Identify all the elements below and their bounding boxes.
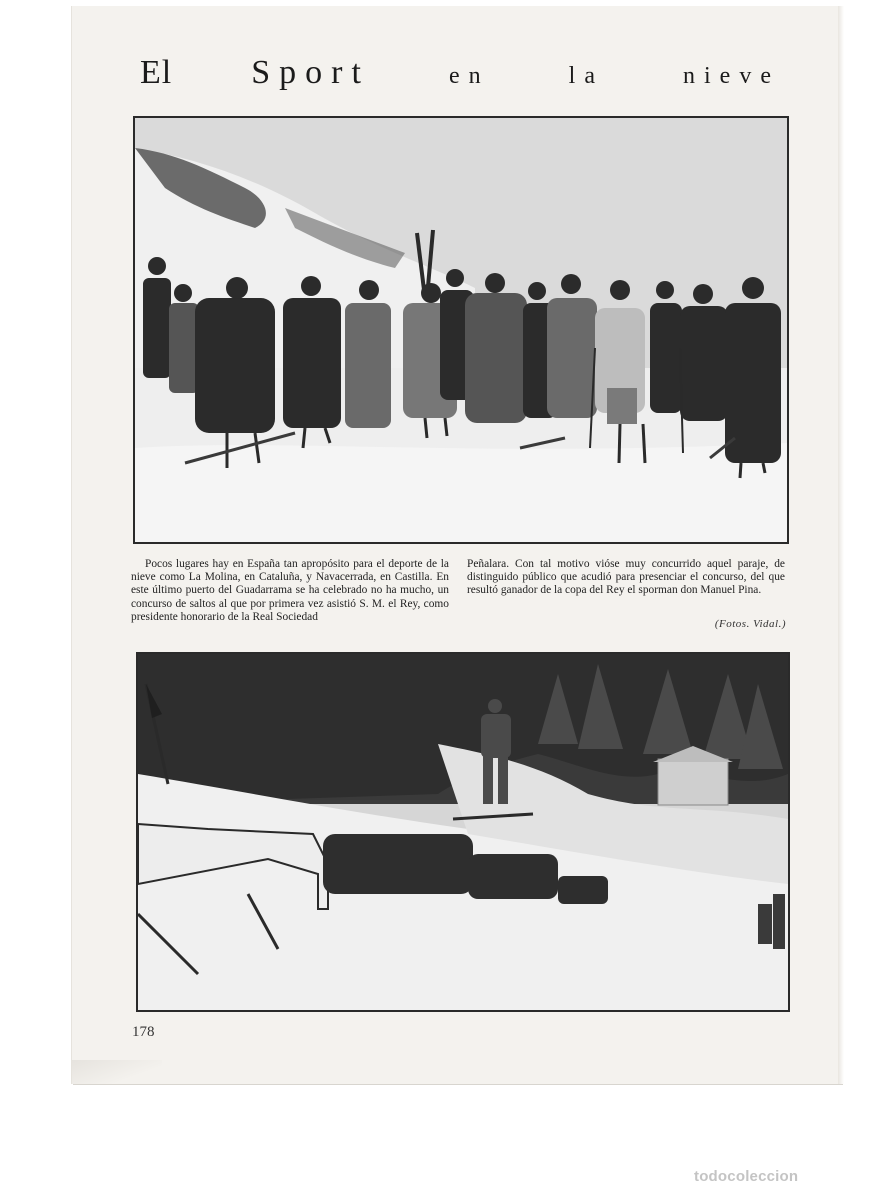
- title-word: Sport: [251, 54, 370, 91]
- title-word: El: [140, 54, 173, 91]
- photo-group-image: [135, 118, 787, 542]
- page-title: [140, 54, 780, 102]
- photo-group-on-snow: [133, 116, 789, 544]
- title-word: en: [448, 63, 490, 89]
- title-word: la: [568, 63, 604, 89]
- photo-ski-jump-image: [138, 654, 788, 1010]
- photo-ski-jump: [136, 652, 790, 1012]
- page-edge: [838, 6, 844, 1084]
- photo-credit: (Fotos. Vidal.): [714, 618, 786, 630]
- watermark-logo: todocoleccion: [694, 1168, 799, 1185]
- page-fold: [72, 1060, 162, 1084]
- article-column-right: Peñalara. Con tal motivo vióse muy concurrido aquel paraje, de distinguido público que acudió para presenciar el concurso, del que resultó ganador de la copa del Rey el sporman don Manuel Pina.: [467, 558, 785, 597]
- page-number: 178: [132, 1024, 155, 1040]
- title-word: nieve: [683, 63, 780, 89]
- article-column-left: Pocos lugares hay en España tan apropósito para el deporte de la nieve como La Molina, en Cataluña, y Navacerrada, en Castilla. En este último puerto del Guadarrama se ha celebrado no ha mucho, un concurso de saltos al que por primera vez asistió S. M. el Rey, como presidente honorario de la Real Sociedad: [131, 558, 449, 623]
